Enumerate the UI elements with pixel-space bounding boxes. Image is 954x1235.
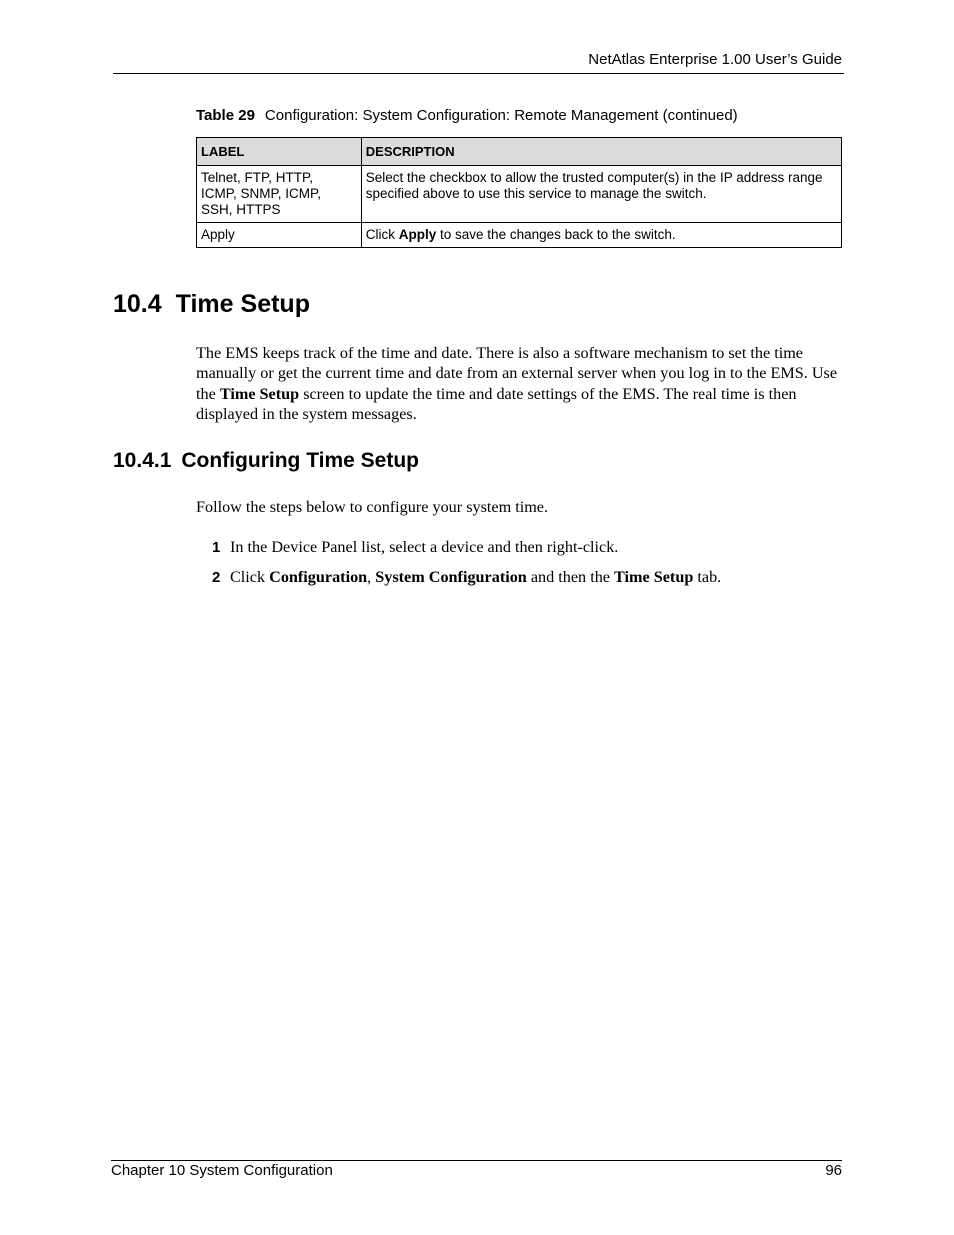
step-number: 1 [212,539,221,556]
column-header-description: DESCRIPTION [361,138,841,166]
step-text: In the Device Panel list, select a device and then right-click. [230,538,619,556]
subsection-heading [113,449,419,473]
running-header-title: NetAtlas Enterprise 1.00 User’s Guide [588,51,842,68]
table-row [197,223,842,248]
section-number: 10.4 [113,290,162,318]
footer-chapter: Chapter 10 System Configuration [111,1162,333,1179]
section-title: Time Setup [175,290,310,318]
subsection-number: 10.4.1 [113,449,172,472]
table-number: Table 29 [196,107,255,124]
label-line: ICMP, SNMP, ICMP, [201,186,322,201]
label-line: SSH, HTTPS [201,202,281,217]
subsection-title: Configuring Time Setup [181,449,419,472]
row-label-apply: Apply [197,223,362,248]
tab-time-setup: Time Setup [614,568,694,586]
row-description-apply: Click Apply to save the changes back to the switch. [361,223,841,248]
footer-divider [111,1160,842,1161]
table-header-row [197,138,842,166]
row-label-services [197,166,362,223]
page-number: 96 [825,1162,842,1179]
column-header-label: LABEL [197,138,362,166]
header-divider [113,73,844,74]
steps-intro: Follow the steps below to configure your system time. [196,498,549,516]
remote-management-table [196,137,842,248]
table-caption [196,107,738,124]
table-row [197,166,842,223]
time-setup-keyword: Time Setup [219,384,300,403]
section-heading [113,290,310,319]
table-caption-text: Configuration: System Configuration: Remote Management (continued) [264,107,738,124]
menu-configuration: Configuration [269,568,368,586]
step-number: 2 [212,569,221,586]
step-item [212,538,618,557]
row-description-services: Select the checkbox to allow the trusted computer(s) in the IP address range specified above to use this service to manage the switch. [361,166,841,223]
apply-keyword: Apply [398,227,437,242]
step-item: 2 Click Configuration, System Configuration and then the Time Setup tab. [212,568,722,586]
label-line: Telnet, FTP, HTTP, [201,170,314,185]
section-paragraph: The EMS keeps track of the time and date. There is also a software mechanism to set the time manually or get the current time and date from an external server when you log in to the EMS. Use the Time Setup screen to update the time and date settings of the EMS. The real time is then displayed in the system messages. [196,344,838,424]
menu-system-configuration: System Configuration [375,568,527,586]
